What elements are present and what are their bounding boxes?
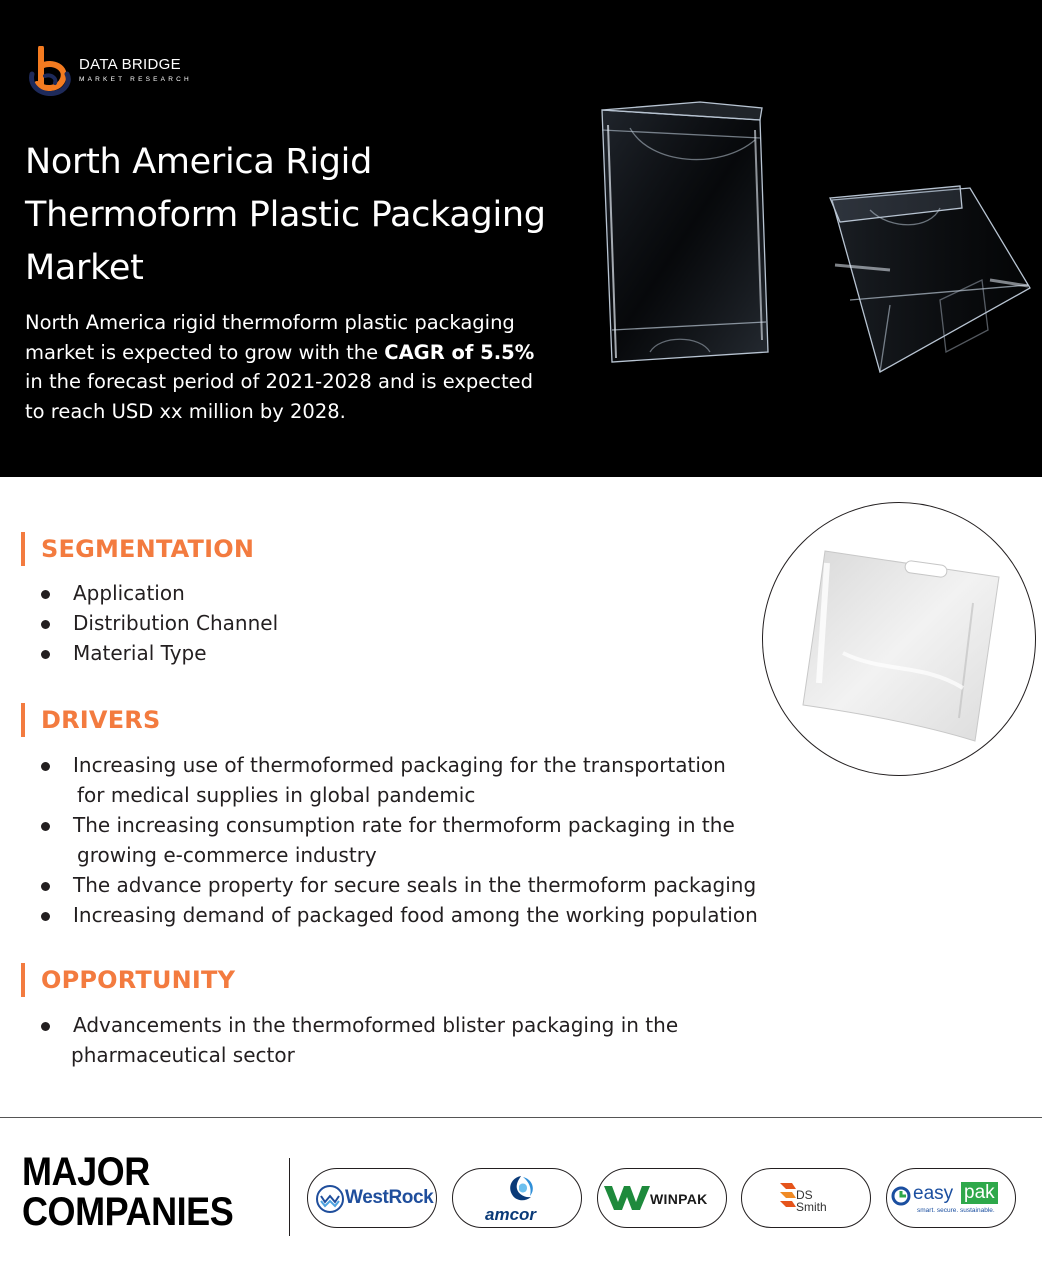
list-item (38, 750, 758, 810)
easypak-icon (891, 1186, 911, 1206)
easypak-tagline: smart. secure. sustainable. (917, 1207, 995, 1214)
page-title: North America Rigid Thermoform Plastic Packaging Market (25, 142, 546, 288)
hero-banner (0, 0, 1042, 477)
tall-box (602, 102, 768, 362)
list-item (38, 608, 278, 638)
driver-line: The increasing consumption rate for thermoform packaging in the (73, 813, 735, 837)
hero-description-part2: in the forecast period of 2021-2028 and is expected to reach USD xx million by 2028. (25, 370, 533, 423)
company-logo-winpak[interactable] (597, 1168, 727, 1228)
bullet-icon (41, 822, 50, 831)
driver-line-continued: for medical supplies in global pandemic (77, 783, 476, 807)
ds-smith-label-1: DS (796, 1188, 813, 1202)
list-item (38, 810, 758, 870)
winpak-icon (604, 1186, 650, 1210)
companies-separator (289, 1158, 290, 1236)
plastic-bag-image-frame (762, 502, 1036, 776)
major-companies-line1: MAJOR (22, 1150, 150, 1194)
easypak-label-pak: pak (961, 1182, 998, 1204)
driver-line: Increasing use of thermoformed packaging for the transportation (73, 753, 726, 777)
cagr-highlight: CAGR of 5.5% (384, 340, 535, 364)
segmentation-item: Material Type (73, 641, 207, 665)
opportunity-list (38, 1010, 678, 1070)
driver-line-continued: growing e-commerce industry (77, 843, 377, 867)
bullet-icon (41, 762, 50, 771)
bullet-icon (41, 912, 50, 921)
hero-description (25, 308, 535, 426)
amcor-label: amcor (485, 1205, 537, 1224)
company-logo-amcor[interactable] (452, 1168, 582, 1228)
easypak-label-easy: easy (913, 1183, 954, 1204)
list-item (38, 900, 758, 930)
list-item (38, 638, 278, 668)
list-item (38, 578, 278, 608)
list-item (38, 870, 758, 900)
company-logo-westrock[interactable] (307, 1168, 437, 1228)
driver-line: Increasing demand of packaged food among the working population (73, 903, 758, 927)
company-logo-ds-smith[interactable] (741, 1168, 871, 1228)
bullet-icon (41, 590, 50, 599)
plastic-bag-image (763, 503, 1036, 776)
winpak-label: WINPAK (650, 1191, 708, 1207)
opportunity-line-continued: pharmaceutical sector (71, 1043, 295, 1067)
driver-line: The advance property for secure seals in the thermoform packaging (73, 873, 757, 897)
segmentation-item: Application (73, 581, 185, 605)
bullet-icon (41, 620, 50, 629)
westrock-icon (316, 1185, 344, 1213)
logo-name: DATA BRIDGE (79, 56, 181, 73)
major-companies-heading (22, 1152, 233, 1232)
bullet-icon (41, 1022, 50, 1031)
ds-smith-icon (778, 1181, 798, 1211)
ds-smith-label-2: Smith (796, 1200, 827, 1214)
bullet-icon (41, 882, 50, 891)
drivers-list (38, 750, 758, 930)
footer-divider (0, 1117, 1042, 1118)
drivers-heading: DRIVERS (21, 703, 160, 737)
segmentation-list (38, 578, 278, 668)
data-bridge-logo[interactable] (27, 46, 197, 96)
segmentation-heading: SEGMENTATION (21, 532, 254, 566)
company-logo-easypak[interactable] (886, 1168, 1016, 1228)
segmentation-item: Distribution Channel (73, 611, 279, 635)
westrock-label: WestRock (345, 1187, 434, 1208)
amcor-icon (505, 1174, 537, 1204)
bullet-icon (41, 650, 50, 659)
logo-subtitle: MARKET RESEARCH (79, 76, 192, 83)
lying-box (830, 186, 1030, 372)
opportunity-line: Advancements in the thermoformed blister packaging in the (73, 1013, 679, 1037)
list-item (38, 1010, 678, 1070)
major-companies-line2: COMPANIES (22, 1190, 234, 1234)
hero-description-part1: North America rigid thermoform plastic packaging market is expected to grow with the (25, 311, 515, 364)
clear-plastic-boxes-image (590, 90, 1040, 390)
data-bridge-logo-icon (27, 46, 73, 96)
opportunity-heading: OPPORTUNITY (21, 963, 235, 997)
